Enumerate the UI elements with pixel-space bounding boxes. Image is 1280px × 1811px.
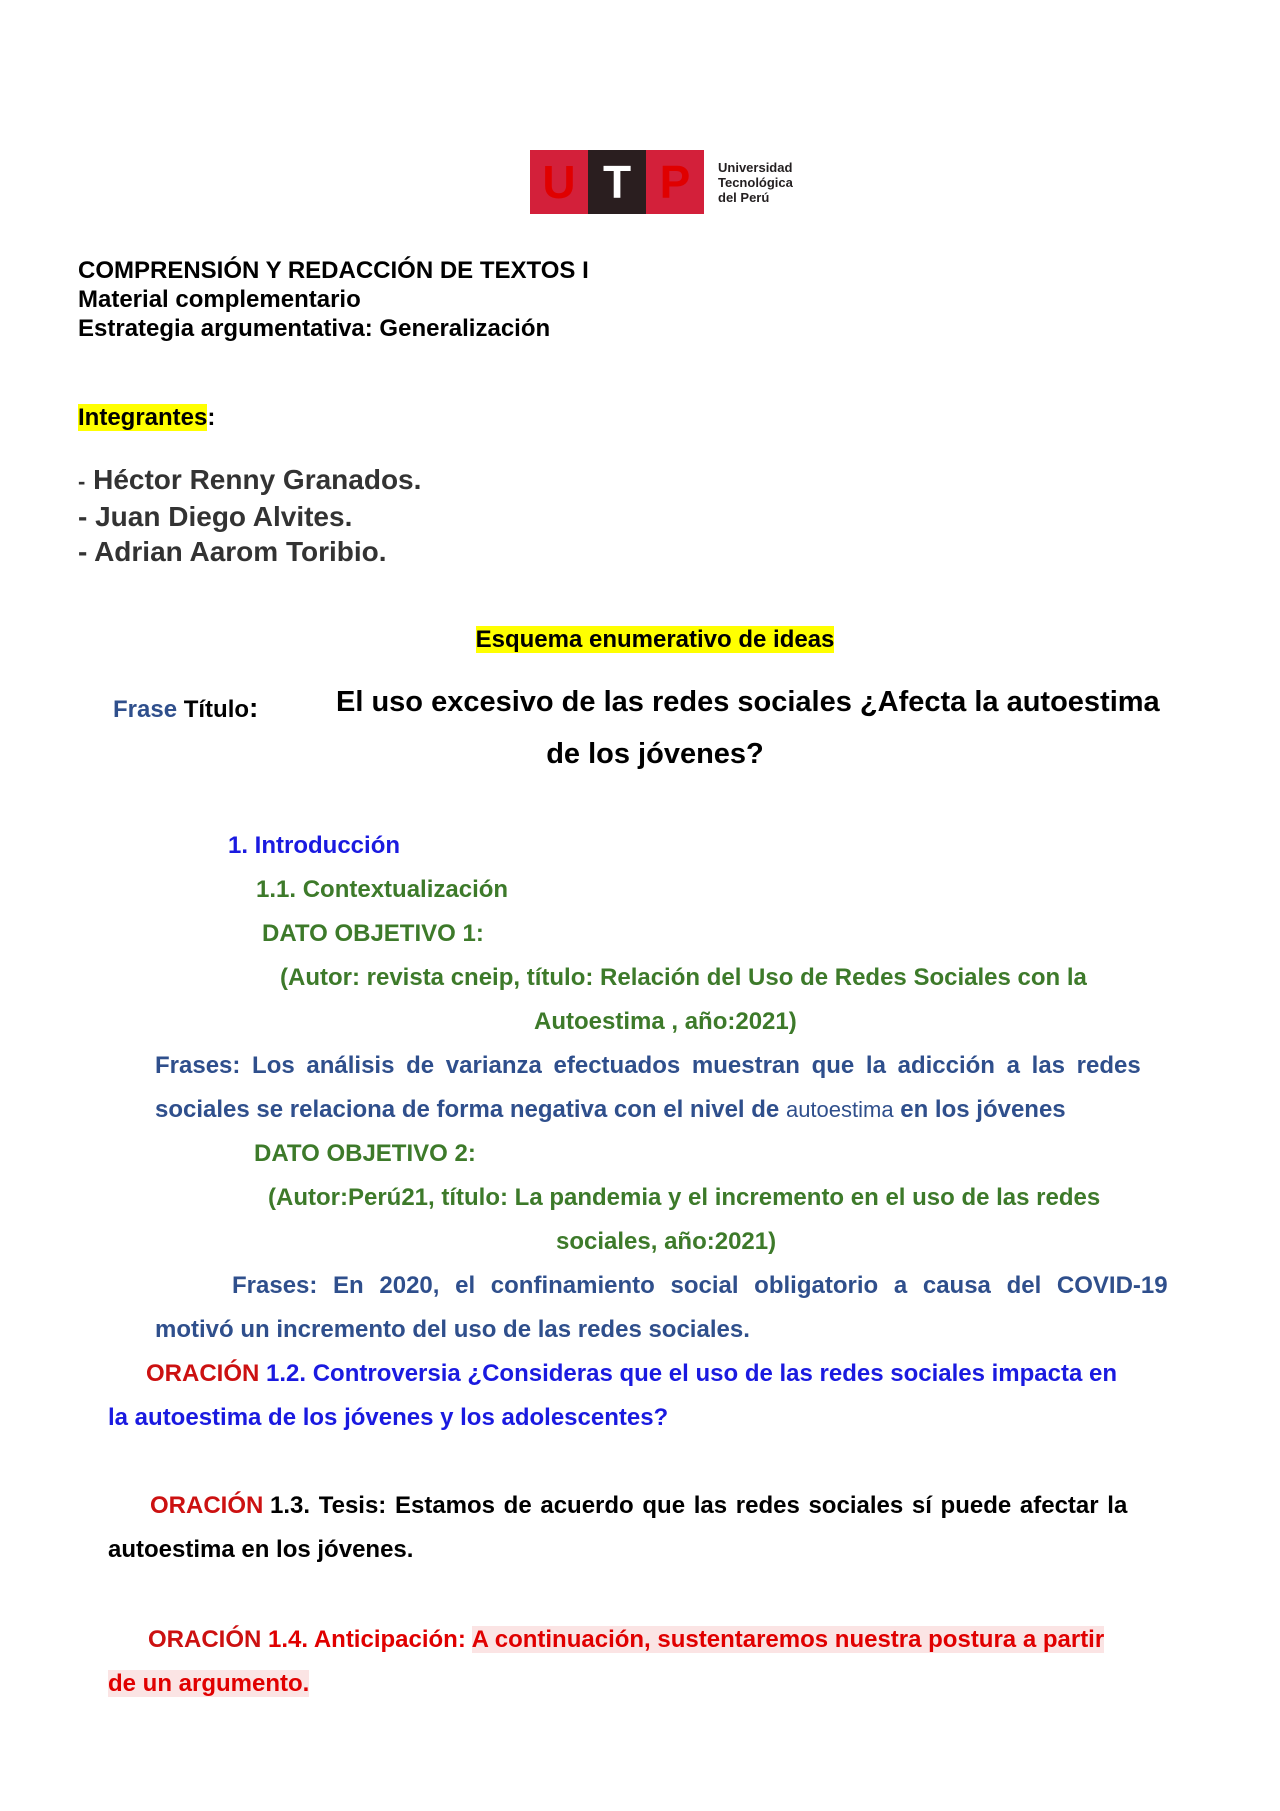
dato2-frases-line2: motivó un incremento del uso de las redes sociales.	[155, 1316, 750, 1343]
course-title: COMPRENSIÓN Y REDACCIÓN DE TEXTOS I	[78, 257, 589, 284]
member-name: Juan Diego Alvites.	[95, 501, 353, 532]
material-label: Material complementario	[78, 286, 361, 313]
logo-letter-u: U	[530, 150, 588, 214]
anticipacion-text: de un argumento.	[108, 1670, 310, 1697]
oracion-label: ORACIÓN	[146, 1360, 260, 1387]
member-dash: -	[78, 501, 88, 532]
scheme-title-row	[0, 626, 1280, 654]
dato1-frases-text: sociales se relaciona de forma negativa con el nivel de	[155, 1096, 780, 1123]
logo-letter-t: T	[588, 150, 646, 214]
dato2-frases-line1: Frases: En 2020, el confinamiento social obligatorio a causa del COVID-19	[232, 1272, 1168, 1299]
oracion-label: ORACIÓN	[148, 1626, 262, 1653]
logo-name-line: Tecnológica	[718, 174, 793, 190]
dato1-label: DATO OBJETIVO 1:	[262, 920, 484, 947]
dato2-ref-line2: sociales, año:2021)	[556, 1228, 777, 1255]
member-dash: -	[78, 469, 86, 494]
anticipacion-line1	[148, 1626, 1104, 1654]
dato1-ref-line1: (Autor: revista cneip, título: Relación del Uso de Redes Sociales con la	[280, 964, 1087, 991]
contextualizacion-heading: 1.1. Contextualización	[256, 876, 509, 903]
tesis-text: 1.3. Tesis: Estamos de acuerdo que las redes sociales sí puede afectar la	[270, 1492, 1128, 1519]
dato1-frases-line1	[155, 1052, 1193, 1080]
members-colon: :	[207, 404, 216, 431]
logo-name-line: del Perú	[718, 189, 770, 205]
utp-logo	[530, 150, 793, 214]
dato2-ref-line1: (Autor:Perú21, título: La pandemia y el incremento en el uso de las redes	[268, 1184, 1101, 1211]
titulo-colon: :	[249, 692, 259, 723]
intro-heading: 1. Introducción	[228, 832, 401, 859]
tesis-line1	[150, 1492, 1127, 1520]
member-name: Héctor Renny Granados.	[93, 464, 422, 495]
dato1-frases-keyword: autoestima	[785, 1097, 894, 1122]
oracion-label: ORACIÓN	[150, 1492, 264, 1519]
utp-logo-mark	[530, 150, 704, 214]
utp-logo-name	[718, 160, 793, 205]
controversia-line2: la autoestima de los jóvenes y los adolescentes?	[108, 1404, 669, 1431]
controversia-line1	[146, 1360, 1117, 1388]
logo-name-line: Universidad	[718, 159, 793, 175]
anticipacion-line2	[108, 1670, 309, 1698]
tesis-line2: autoestima en los jóvenes.	[108, 1536, 414, 1563]
document-header	[78, 256, 589, 343]
anticipacion-label: 1.4. Anticipación:	[268, 1626, 466, 1653]
member-item	[78, 499, 421, 534]
dato1-ref-line2: Autoestima , año:2021)	[534, 1008, 797, 1035]
dato1-frases-text: Frases: Los análisis de varianza efectuados muestran que la adicción a las redes	[155, 1052, 1141, 1079]
member-item	[78, 462, 421, 499]
titulo-label: Título	[183, 696, 250, 723]
member-dash: -	[78, 536, 88, 567]
dato1-frases-line2	[155, 1096, 1066, 1124]
members-list	[78, 462, 421, 569]
anticipacion-text: A continuación, sustentaremos nuestra postura a partir	[471, 1626, 1105, 1653]
essay-title-line2: de los jóvenes?	[546, 738, 764, 770]
logo-letter-p: P	[646, 150, 704, 214]
members-heading	[78, 404, 215, 432]
member-item	[78, 534, 421, 569]
frase-titulo-label	[113, 692, 258, 724]
essay-title-line1: El uso excesivo de las redes sociales ¿Afecta la autoestima	[336, 686, 1160, 718]
members-label: Integrantes	[78, 404, 208, 431]
strategy-label: Estrategia argumentativa: Generalización	[78, 315, 551, 342]
member-name: Adrian Aarom Toribio.	[94, 536, 387, 567]
frase-label: Frase	[113, 696, 178, 723]
scheme-title: Esquema enumerativo de ideas	[475, 626, 835, 653]
controversia-text: 1.2. Controversia ¿Consideras que el uso de las redes sociales impacta en	[266, 1360, 1118, 1387]
dato2-label: DATO OBJETIVO 2:	[254, 1140, 476, 1167]
dato1-frases-text: en los jóvenes	[900, 1096, 1066, 1123]
